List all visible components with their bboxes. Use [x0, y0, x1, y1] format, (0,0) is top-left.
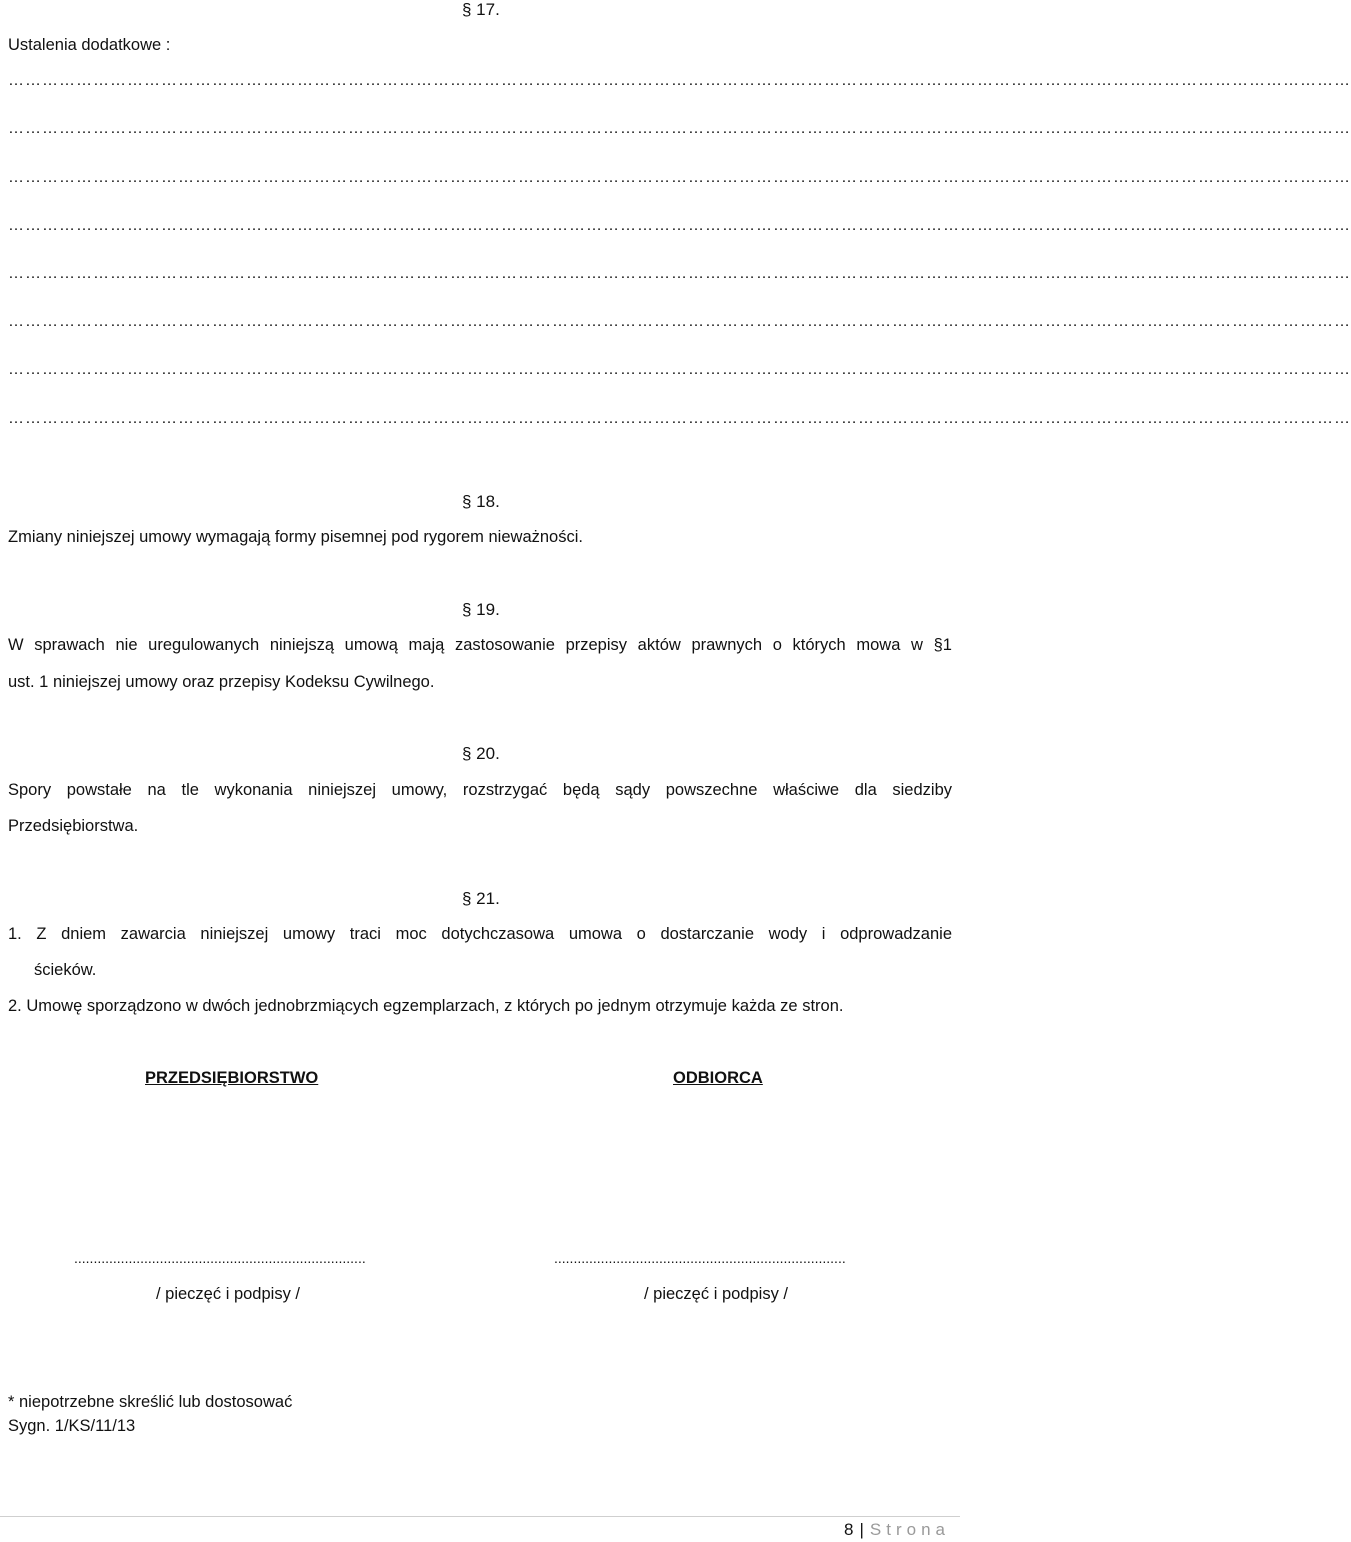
section-18-heading: § 18.: [462, 492, 500, 511]
section-19-text-line-2: ust. 1 niniejszej umowy oraz przepisy Kodeksu Cywilnego.: [8, 673, 435, 691]
recipient-signature-header: ODBIORCA: [673, 1069, 763, 1087]
section-21-item-1-line-2: ścieków.: [34, 961, 97, 979]
section-20-text-line-1: Spory powstałe na tle wykonania niniejszej umowy, rozstrzygać będą sądy powszechne właściwe dla siedziby: [8, 781, 952, 799]
document-signature-reference: Sygn. 1/KS/11/13: [8, 1417, 136, 1435]
provider-signature-header: PRZEDSIĘBIORSTWO: [145, 1069, 319, 1087]
page-word: Strona: [869, 1520, 950, 1539]
footer-divider: [0, 1516, 960, 1517]
section-21-item-2: 2. Umowę sporządzono w dwóch jednobrzmiących egzemplarzach, z których po jednym otrzymuje każda ze stron.: [8, 997, 844, 1015]
additional-terms-line-4[interactable]: …………………………………………………………………………………………………………………………………………………………………………………………………………………: [8, 217, 1351, 234]
page-footer: [844, 1520, 950, 1540]
additional-terms-line-6[interactable]: …………………………………………………………………………………………………………………………………………………………………………………………………………………: [8, 313, 1351, 330]
section-20-text-line-2: Przedsiębiorstwa.: [8, 817, 139, 835]
additional-terms-line-2[interactable]: …………………………………………………………………………………………………………………………………………………………………………………………………………………: [8, 120, 1351, 137]
recipient-signature-caption: / pieczęć i podpisy /: [644, 1285, 788, 1303]
section-19-heading: § 19.: [462, 600, 500, 619]
additional-terms-line-1[interactable]: …………………………………………………………………………………………………………………………………………………………………………………………………………………: [8, 72, 1351, 89]
section-17-heading: § 17.: [462, 0, 500, 19]
provider-signature-line[interactable]: ...........................................................................: [74, 1250, 366, 1266]
additional-terms-line-5[interactable]: …………………………………………………………………………………………………………………………………………………………………………………………………………………: [8, 265, 1351, 282]
section-21-item-1-line-1: 1. Z dniem zawarcia niniejszej umowy traci moc dotychczasowa umowa o dostarczanie wody i odprowadzanie: [8, 925, 952, 943]
additional-terms-label: Ustalenia dodatkowe :: [8, 36, 171, 54]
additional-terms-line-7[interactable]: …………………………………………………………………………………………………………………………………………………………………………………………………………………: [8, 361, 1351, 378]
footnote: * niepotrzebne skreślić lub dostosować: [8, 1393, 293, 1411]
section-19-text-line-1: W sprawach nie uregulowanych niniejszą umową mają zastosowanie przepisy aktów prawnych o których mowa w §1: [8, 636, 952, 654]
section-18-text: Zmiany niniejszej umowy wymagają formy pisemnej pod rygorem nieważności.: [8, 528, 583, 546]
additional-terms-line-3[interactable]: …………………………………………………………………………………………………………………………………………………………………………………………………………………: [8, 169, 1351, 186]
page-number: 8: [844, 1520, 854, 1539]
provider-signature-caption: / pieczęć i podpisy /: [156, 1285, 300, 1303]
page-separator: |: [859, 1520, 864, 1539]
recipient-signature-line[interactable]: ...........................................................................: [554, 1250, 846, 1266]
section-21-heading: § 21.: [462, 889, 500, 908]
additional-terms-line-8[interactable]: …………………………………………………………………………………………………………………………………………………………………………………………………………………: [8, 410, 1351, 427]
section-20-heading: § 20.: [462, 744, 500, 763]
